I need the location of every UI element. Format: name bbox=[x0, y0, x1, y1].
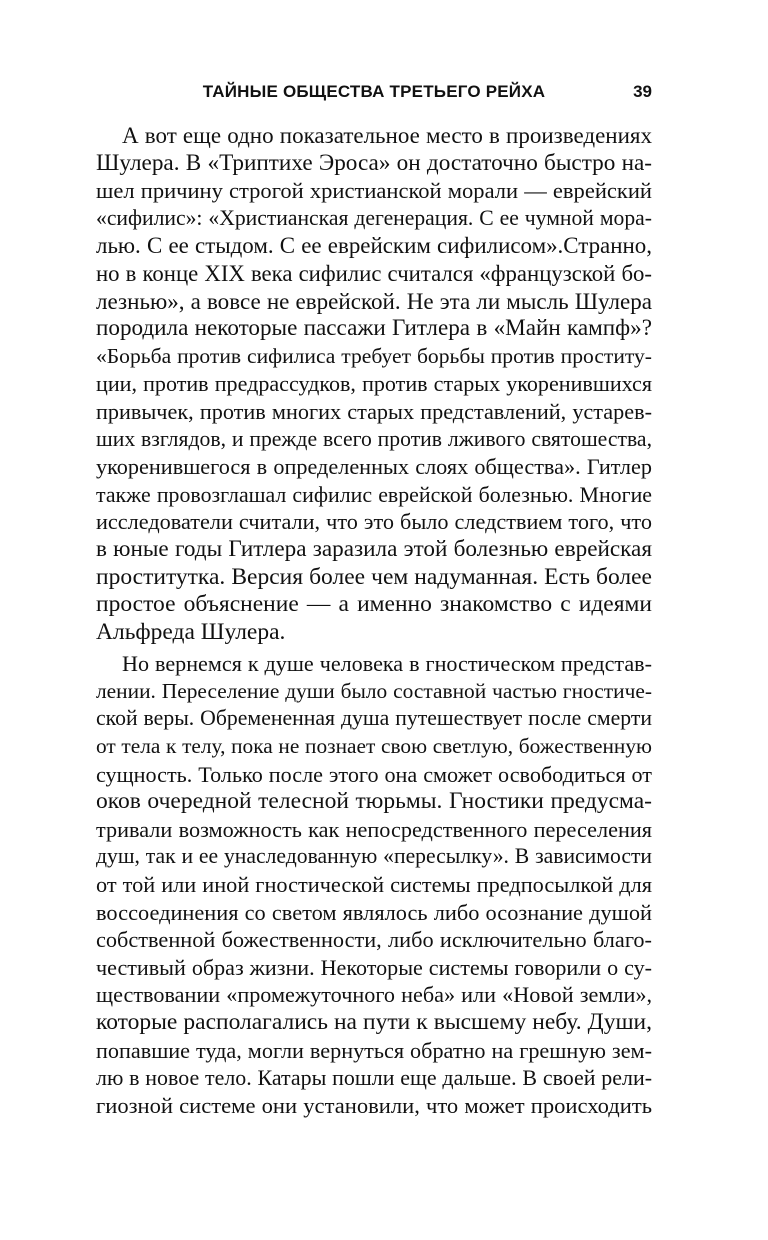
text-line: ществовании «промежуточного неба» или «Новой земли», bbox=[96, 982, 652, 1008]
text-line: ших взглядов, и прежде всего против лживого святошества, bbox=[96, 426, 652, 451]
text-line: Шулера. В «Триптихе Эроса» он достаточно быстро на- bbox=[96, 149, 652, 176]
page-number: 39 bbox=[633, 82, 652, 101]
text-line: воссоединения со светом являлось либо осознание душой bbox=[96, 899, 652, 925]
text-line: проститутка. Версия более чем надуманная. Есть более bbox=[96, 563, 652, 590]
text-line: шел причину строгой христианской морали — еврейский bbox=[96, 178, 652, 204]
text-line: тривали возможность как непосредственного переселения bbox=[96, 816, 652, 842]
text-line: душ, так и ее унаследованную «пересылку». В зависимости bbox=[96, 844, 652, 869]
text-line: привычек, против многих старых представлений, устарев- bbox=[96, 398, 652, 424]
text-line: от тела к телу, пока не познает свою светлую, божественную bbox=[96, 734, 652, 759]
running-title: ТАЙНЫЕ ОБЩЕСТВА ТРЕТЬЕГО РЕЙХА bbox=[202, 82, 546, 101]
text-line: которые располагались на пути к высшему небу. Души, bbox=[96, 1009, 652, 1035]
text-line: ции, против предрассудков, против старых укоренившихся bbox=[96, 371, 652, 397]
text-line: сущность. Только после этого она сможет освободиться от bbox=[96, 761, 652, 787]
text-line: лезнью», а вовсе не еврейской. Не эта ли мысль Шулера bbox=[96, 287, 652, 314]
text-line: А вот еще одно показательное место в произведениях bbox=[122, 122, 652, 148]
text-line: Но вернемся к душе человека в гностическом представ- bbox=[122, 651, 652, 677]
text-line: но в конце XIX века сифилис считался «французской бо- bbox=[96, 260, 652, 286]
text-line: честивый образ жизни. Некоторые системы говорили о су- bbox=[96, 954, 652, 980]
text-line: исследователи считали, что это было следствием того, что bbox=[96, 509, 652, 535]
body-text bbox=[96, 122, 652, 1123]
text-line: ской веры. Обремененная душа путешествует после смерти bbox=[96, 706, 652, 731]
running-head bbox=[96, 78, 652, 108]
text-line: простое объяснение — а именно знакомство с идеями bbox=[96, 591, 652, 618]
text-line: гиозной системе они установили, что может происходить bbox=[96, 1092, 652, 1118]
text-line: лении. Переселение души было составной частью гностиче- bbox=[96, 678, 652, 703]
text-line: собственной божественности, либо исключительно благо- bbox=[96, 927, 652, 953]
text-line: от той или иной гностической системы предпосылкой для bbox=[96, 872, 652, 898]
paragraph-2 bbox=[96, 650, 652, 1119]
text-line: «сифилис»: «Христианская дегенерация. С ее чумной мора- bbox=[96, 205, 652, 230]
text-line: оков очередной телесной тюрьмы. Гностики предусма- bbox=[96, 788, 652, 815]
text-line: Альфреда Шулера. bbox=[96, 618, 286, 645]
text-line: попавшие туда, могли вернуться обратно на грешную зем- bbox=[96, 1037, 652, 1063]
text-line: породила некоторые пассажи Гитлера в «Майн кампф»? bbox=[96, 315, 652, 342]
text-line: также провозглашал сифилис еврейской болезнью. Многие bbox=[96, 481, 652, 507]
text-line: в юные годы Гитлера заразила этой болезнью еврейская bbox=[96, 535, 652, 562]
text-line: лью. С ее стыдом. С ее еврейским сифилисом».Странно, bbox=[96, 233, 652, 259]
paragraph-1 bbox=[96, 122, 652, 646]
text-line: укоренившегося в определенных слоях общества». Гитлер bbox=[96, 454, 652, 480]
text-line: «Борьба против сифилиса требует борьбы против проститу- bbox=[96, 343, 652, 368]
text-line: лю в новое тело. Катары пошли еще дальше. В своей рели- bbox=[96, 1065, 652, 1091]
